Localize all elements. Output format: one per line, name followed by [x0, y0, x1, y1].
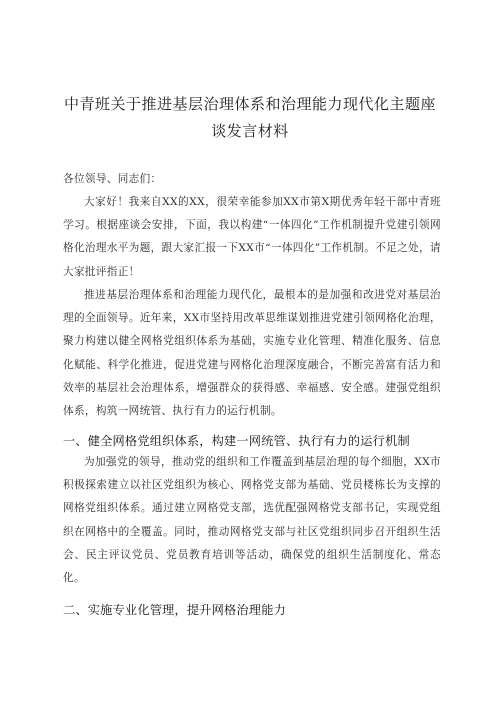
- section-1-body: 为加强党的领导，推动党的组织和工作覆盖到基层治理的每个细胞，XX市积极探索建立以社区党组织为核心、网格党支部为基础、党员楼栋长为支撑的网格党组织体系。通过建立网格党支部，选优配强网格党支部书记，实现党组织在网格中的全覆盖。同时，推动网格党支部与社区党组织同步召开组织生活会、民主评议党员、党员教育培训等活动，确保党的组织生活制度化、常态化。: [63, 456, 441, 585]
- salutation: 各位领导、同志们：: [63, 173, 162, 185]
- paragraph-overview: 推进基层治理体系和治理能力现代化，最根本的是加强和改进党对基层治理的全面领导。近年来，XX市坚持用改革思维谋划推进党建引领网格化治理，聚力构建以健全网格党组织体系为基础，实施专业化管理、精准化服务、信息化赋能、科学化推进，促进党建与网格化治理深度融合，不断完善富有活力和效率的基层社会治理体系，增强群众的获得感、幸福感、安全感。建强党组织体系，构筑一网统管、执行有力的运行机制。: [63, 289, 441, 418]
- document-title-line-1: 中青班关于推进基层治理体系和治理能力现代化主题座: [63, 95, 436, 113]
- document-title-line-2: 谈发言材料: [211, 122, 289, 140]
- paragraph-greeting: 大家好！我来自XX的XX，很荣幸能参加XX市第X期优秀年轻干部中青班学习。根据座谈会安排，下面，我以构建“一体四化”工作机制提升党建引领网格化治理水平为题，跟大家汇报一下XX市“一体四化”工作机制。不足之处，请大家批评指正！: [63, 196, 441, 278]
- section-1-heading: 一、健全网格党组织体系，构建一网统管、执行有力的运行机制: [63, 434, 410, 448]
- section-2-heading: 二、实施专业化管理，提升网格治理能力: [63, 603, 286, 617]
